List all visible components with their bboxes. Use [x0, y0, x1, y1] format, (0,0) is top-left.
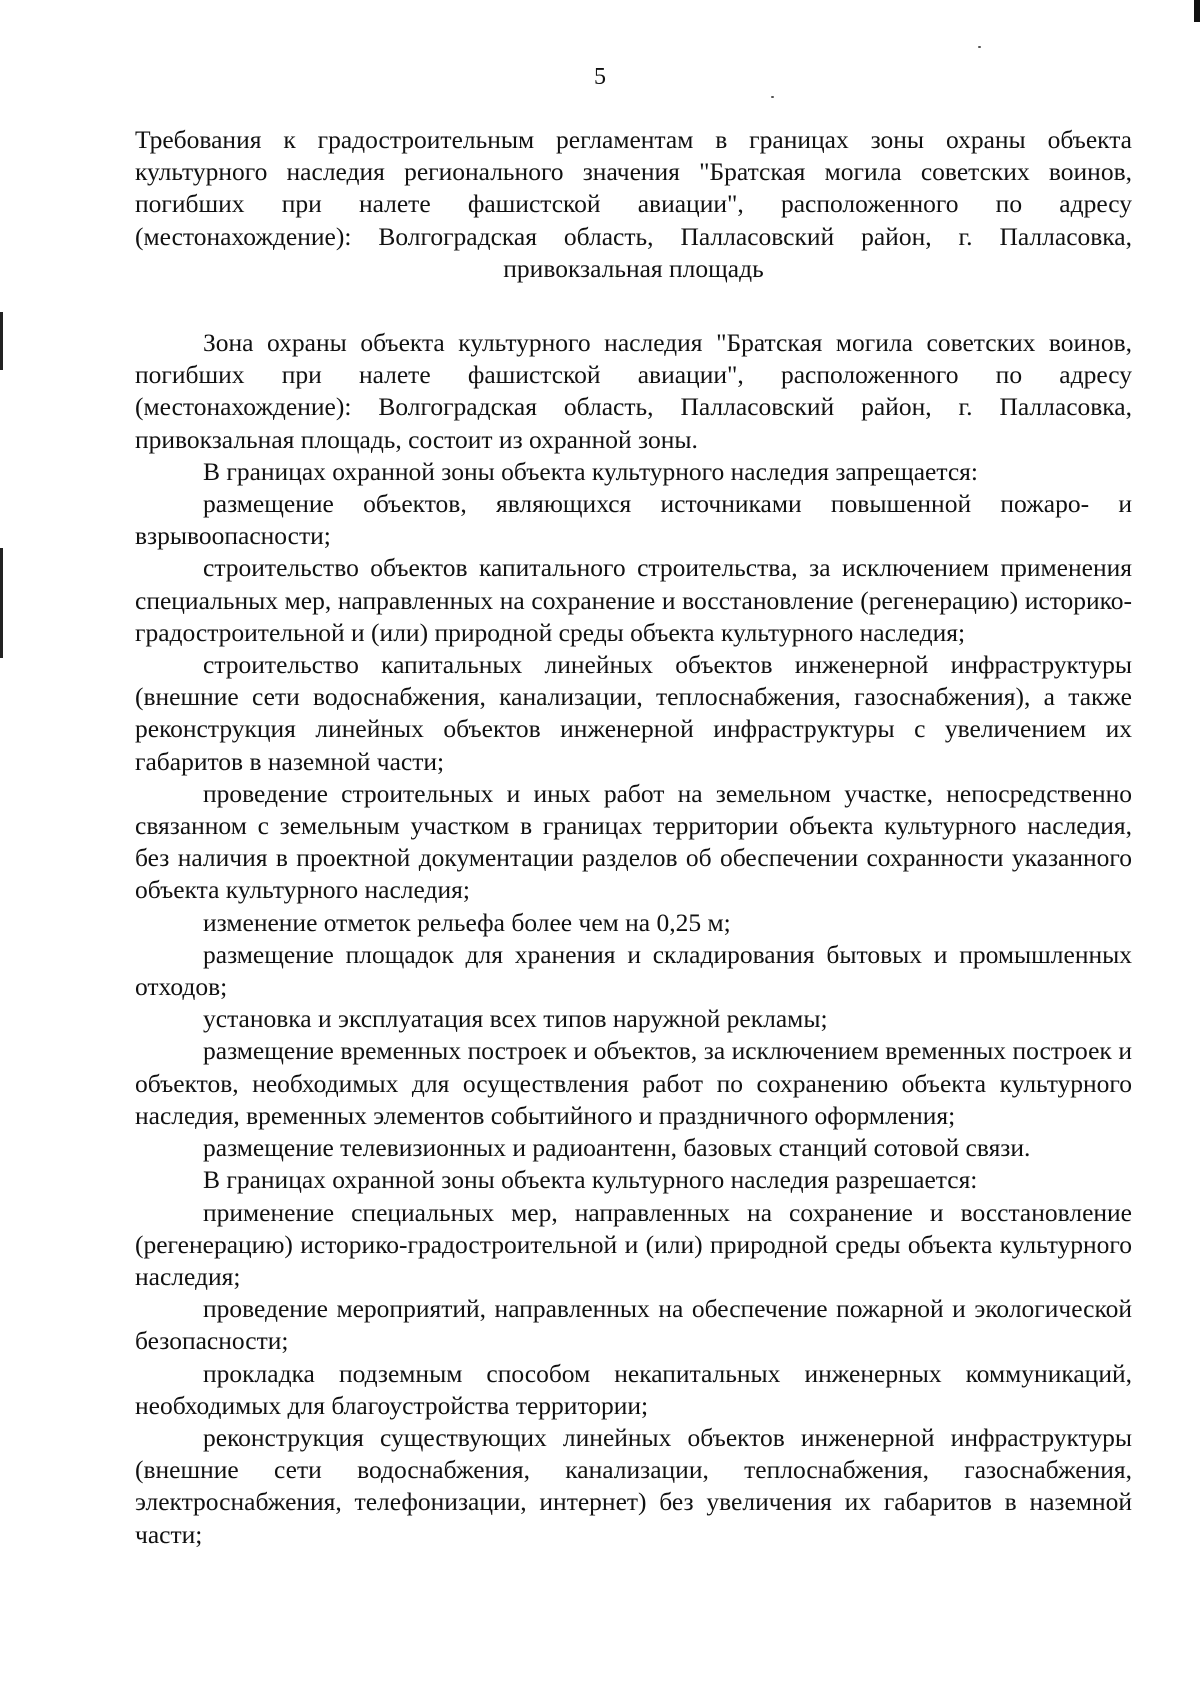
list-item: реконструкция существующих линейных объектов инженерной инфраструктуры (внешние сети водоснабжения, канализации, теплоснабжения, газоснабжения, электроснабжения, телефонизации, интернет) без увеличения их габаритов в наземной части; [135, 1422, 1132, 1549]
scan-edge-mark [0, 548, 3, 658]
scan-speck [771, 96, 774, 98]
list-item: размещение телевизионных и радиоантенн, базовых станций сотовой связи. [203, 1133, 1031, 1163]
list-item: строительство капитальных линейных объектов инженерной инфраструктуры (внешние сети водоснабжения, канализации, теплоснабжения, газоснабжения), а также реконструкция линейных объектов инженерной инфраструктуры с увеличением их габаритов в наземной части; [135, 650, 1132, 776]
list-item: строительство объектов капитального строительства, за исключением применения специальных мер, направленных на сохранение и восстановление (регенерацию) историко-градостроительной и (или) природной среды объекта культурного наследия; [135, 553, 1132, 647]
list-item: прокладка подземным способом некапитальных инженерных коммуникаций, необходимых для благоустройства территории; [135, 1358, 1132, 1420]
paragraph: В границах охранной зоны объекта культурного наследия разрешается: [203, 1165, 978, 1195]
list-item: изменение отметок рельефа более чем на 0,25 м; [203, 907, 731, 937]
list-item: размещение объектов, являющихся источниками повышенной пожаро- и взрывоопасности; [135, 489, 1132, 551]
list-item: размещение временных построек и объектов, за исключением временных построек и объектов, необходимых для осуществления работ по сохранению объекта культурного наследия, временных элементов событийного и праздничного оформления; [135, 1036, 1132, 1130]
list-item: применение специальных мер, направленных на сохранение и восстановление (регенерацию) историко-градостроительной и (или) природной среды объекта культурного наследия; [135, 1197, 1132, 1291]
list-item: проведение мероприятий, направленных на обеспечение пожарной и экологической безопасности; [135, 1294, 1132, 1356]
list-item: проведение строительных и иных работ на земельном участке, непосредственно связанном с земельным участком в границах территории объекта культурного наследия, без наличия в проектной документации разделов об обеспечении сохранности указанного объекта культурного наследия; [135, 778, 1132, 905]
scan-edge-mark [0, 312, 3, 370]
paragraph: В границах охранной зоны объекта культурного наследия запрещается: [203, 456, 978, 486]
scan-corner-mark [1194, 0, 1200, 22]
document-content [135, 124, 1132, 1551]
scan-speck [978, 46, 981, 48]
list-item: установка и эксплуатация всех типов наружной рекламы; [203, 1004, 828, 1034]
paragraph: Зона охраны объекта культурного наследия "Братская могила советских воинов, погибших при налете фашистской авиации", расположенного по адресу (местонахождение): Волгоградская область, Палласовский район, г. Палласовка, привокзальная площадь, состоит из охранной зоны. [135, 328, 1132, 454]
list-item: размещение площадок для хранения и складирования бытовых и промышленных отходов; [135, 939, 1132, 1002]
document-title: Требования к градостроительным регламентам в границах зоны охраны объекта культурного наследия регионального значения "Братская могила советских воинов, погибших при налете фашистской авиации", расположенного по адресу (местонахождение): Волгоградская область, Палласовский район, г. Палласовка, привокзальная площадь [135, 125, 1132, 283]
document-body [135, 327, 1132, 1551]
page-number: 5 [594, 64, 606, 90]
